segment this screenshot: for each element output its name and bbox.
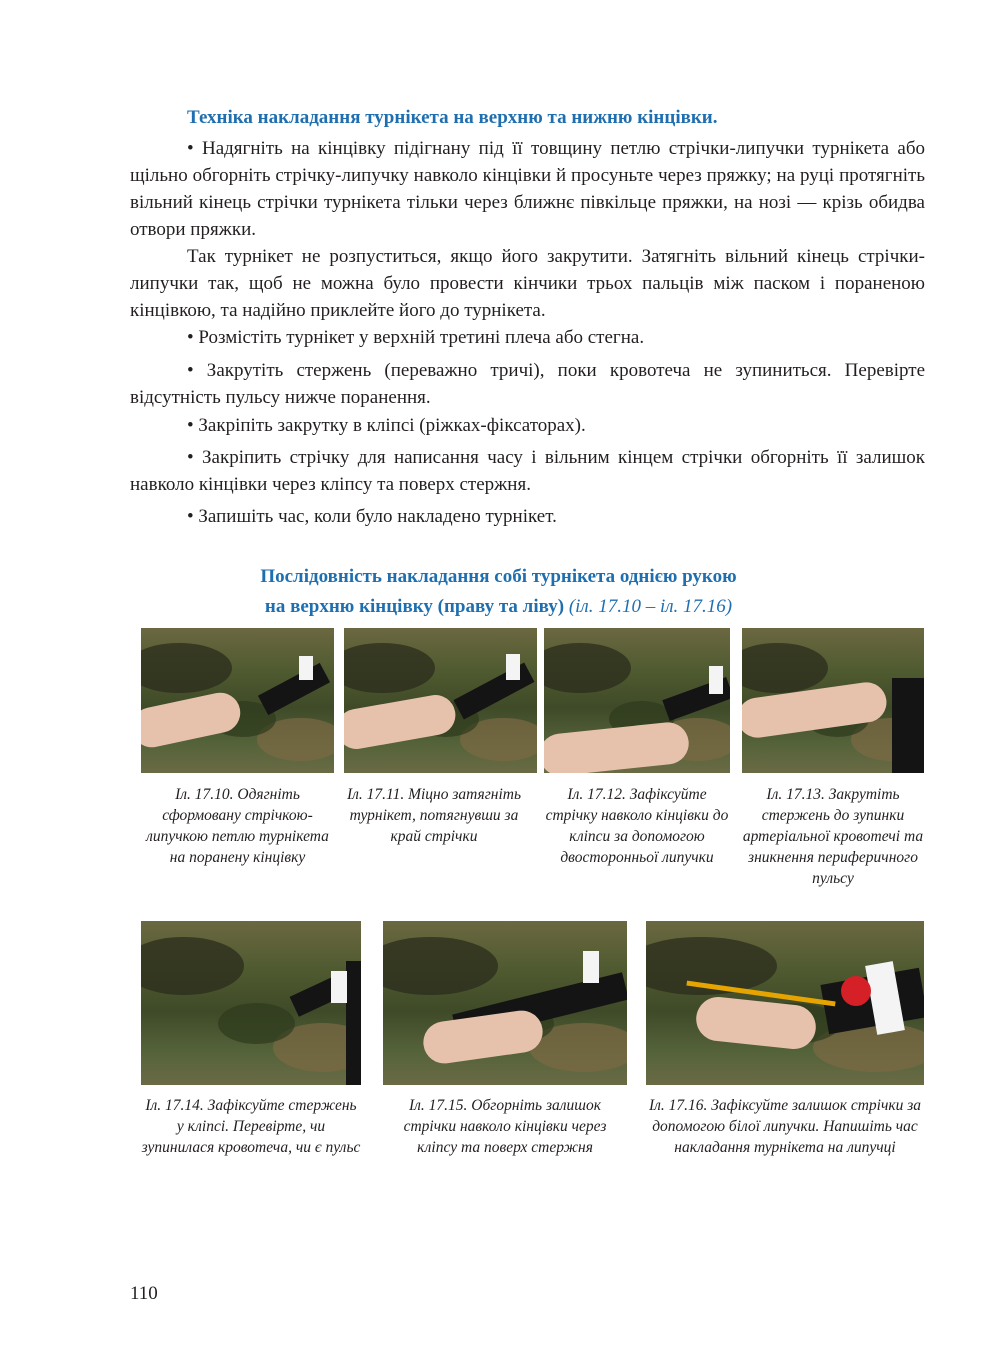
paragraph-4: • Закрутіть стержень (переважно тричі), поки кровотеча не зупиниться. Перевірте відсутність пульсу нижче поранення. (130, 360, 925, 408)
sequence-title (0, 562, 997, 622)
sequence-title-line1: Послідовність накладання собі турнікета однією рукою (260, 566, 737, 587)
paragraph-1: • Надягніть на кінцівку підігнану під її товщину петлю стрічки-липучки турнікета або щільно обгорніть стрічку-липучку навколо кінцівки й просуньте через пряжку; на руці протягніть вільний кінець стрічки турнікета тільки через ближнє півкільце пряжки, на нозі — крізь обидва отвори пряжки. (130, 138, 925, 240)
figure-17-15-photo (383, 921, 627, 1085)
figure-17-13-caption: Іл. 17.13. Закрутіть стержень до зупинки артеріальної кровотечі та зникнення периферичного пульсу (742, 786, 924, 887)
paragraph-7: • Запишіть час, коли було накладено турнікет. (187, 506, 557, 527)
figure-17-13-photo (742, 628, 924, 773)
page-number: 110 (130, 1283, 158, 1304)
figure-17-14-photo (141, 921, 361, 1085)
figure-17-16-photo (646, 921, 924, 1085)
figure-17-15-caption: Іл. 17.15. Обгорніть залишок стрічки навколо кінцівки через кліпсу та поверх стержня (403, 1097, 607, 1156)
figure-17-10-photo (141, 628, 334, 773)
figure-17-10-caption: Іл. 17.10. Одягніть сформовану стрічкою-липучкою петлю турнікета на поранену кінцівку (146, 786, 329, 866)
figure-range-ref: (іл. 17.10 – іл. 17.16) (568, 596, 733, 617)
paragraph-5: • Закріпіть закрутку в кліпсі (ріжках-фіксаторах). (187, 415, 586, 436)
figure-17-12-caption: Іл. 17.12. Зафіксуйте стрічку навколо кінцівки до кліпси за допомогою двосторонньої липучки (545, 786, 729, 866)
sequence-title-line2: на верхню кінцівку (праву та ліву) (іл. 17.10 – іл. 17.16) (264, 596, 733, 617)
paragraph-6: • Закріпить стрічку для написання часу і вільним кінцем стрічки обгорніть її залишок навколо кінцівки через кліпсу та поверх стержня. (130, 447, 925, 495)
paragraph-3: • Розмістіть турнікет у верхній третині плеча або стегна. (187, 327, 645, 348)
figure-17-12-photo (544, 628, 730, 773)
figure-17-11-photo (344, 628, 537, 773)
paragraph-2: Так турнікет не розпуститься, якщо його закрутити. Затягніть вільний кінець стрічки-липучки так, щоб не можна було провести кінчики трьох пальців між паском і пораненою кінцівкою, та надійно приклейте його до турнікета. (130, 246, 925, 321)
figure-17-16-caption: Іл. 17.16. Зафіксуйте залишок стрічки за допомогою білої липучки. Напишіть час накладання турнікета на липучці (648, 1097, 922, 1156)
section-heading: Техніка накладання турнікета на верхню та нижню кінцівки. (187, 107, 718, 128)
figure-17-14-caption: Іл. 17.14. Зафіксуйте стержень у кліпсі. Перевірте, чи зупинилася кровотеча, чи є пульс (141, 1097, 361, 1156)
figure-17-11-caption: Іл. 17.11. Міцно затягніть турнікет, потягнувши за край стрічки (346, 786, 522, 845)
